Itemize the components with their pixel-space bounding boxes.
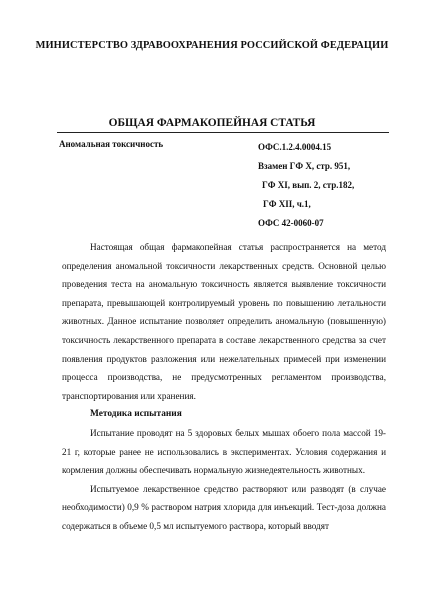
method-paragraph: Испытание проводят на 5 здоровых белых мышах обоего пола массой 19-21 г, которые ранее не использовались в экспериментах. Условия содержания и кормления должны обеспечивать нормальную жизнедеятельность животных.: [62, 427, 386, 476]
replaces-line-4: ОФС 42-0060-07: [258, 218, 324, 228]
document-title: ОБЩАЯ ФАРМАКОПЕЙНАЯ СТАТЬЯ: [108, 117, 316, 129]
document-body: [62, 238, 386, 536]
intro-paragraph: Настоящая общая фармакопейная статья распространяется на метод определения аномальной токсичности лекарственных средств. Основной целью проведения теста на аномальную токсичность является выявление токсичности препарата, превышающей контролируемый уровень по повышению летальности животных. Данное испытание позволяет определить аномальную (повышенную) токсичность лекарственного препарата в составе лекарственного средства за счет появления продуктов разложения или нежелательных примесей при изменении процесса производства, не предусмотренных регламентом производства, транспортирования или хранения.: [62, 242, 386, 401]
section-heading: Методика испытания: [90, 409, 182, 420]
article-code: ОФС.1.2.4.0004.15: [258, 142, 332, 152]
replaces-line-2: ГФ XI, вып. 2, стр.182,: [262, 180, 355, 190]
title-divider: [57, 132, 389, 133]
preparation-paragraph: Испытуемое лекарственное средство растворяют или разводят (в случае необходимости) 0,9 % раствором натрия хлорида для инъекций. Тест-доза должна содержаться в объеме 0,5 мл испытуемого раствора, который вводят: [62, 483, 386, 531]
article-codes: [258, 138, 354, 233]
ministry-header: МИНИСТЕРСТВО ЗДРАВООХРАНЕНИЯ РОССИЙСКОЙ ФЕДЕРАЦИИ: [35, 40, 389, 51]
replaces-line-1: Взамен ГФ X, стр. 951,: [258, 161, 351, 171]
replaces-line-3: ГФ XII, ч.1,: [263, 199, 311, 209]
article-name: Аномальная токсичность: [59, 139, 164, 149]
